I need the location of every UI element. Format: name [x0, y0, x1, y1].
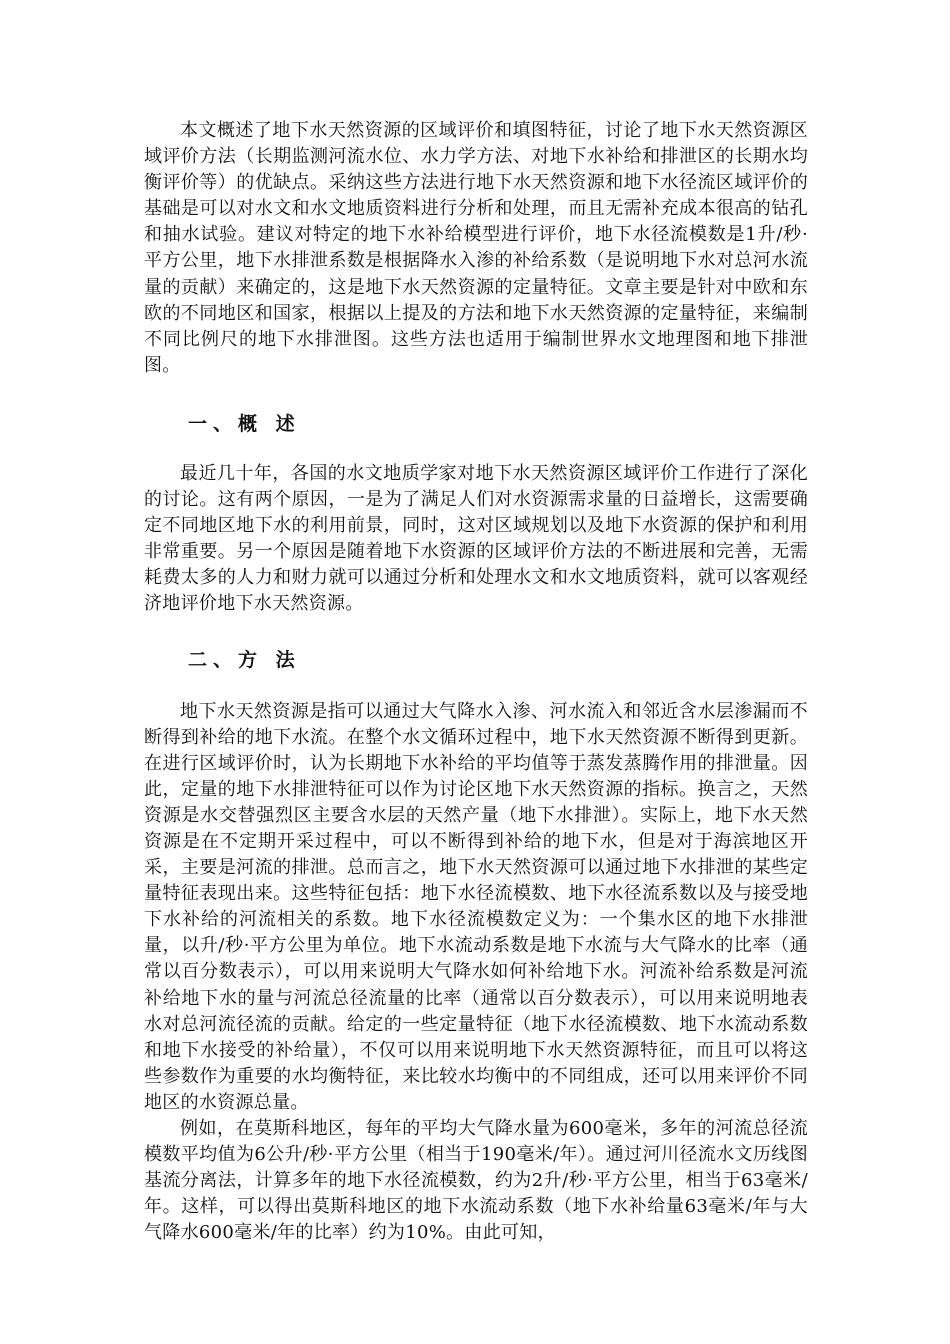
section-heading-methods: 二、方 法	[188, 648, 301, 671]
abstract-paragraph: 本文概述了地下水天然资源的区域评价和填图特征，讨论了地下水天然资源区域评价方法（长期监测河流水位、水力学方法、对地下水补给和排泄区的长期水均衡评价等）的优缺点。采纳这些方法进行地下水天然资源和地下水径流区域评价的基础是可以对水文和水文地质资料进行分析和处理，而且无需补充成本很高的钻孔和抽水试验。建议对特定的地下水补给模型进行评价，地下水径流模数是1升/秒·平方公里，地下水排泄系数是根据降水入渗的补给系数（是说明地下水对总河水流量的贡献）来确定的，这是地下水天然资源的定量特征。文章主要是针对中欧和东欧的不同地区和国家，根据以上提及的方法和地下水天然资源的定量特征，来编制不同比例尺的地下水排泄图。这些方法也适用于编制世界水文地理图和地下排泄图。	[144, 120, 808, 376]
overview-paragraph: 最近几十年，各国的水文地质学家对地下水天然资源区域评价工作进行了深化的讨论。这有两个原因，一是为了满足人们对水资源需求量的日益增长，这需要确定不同地区地下水的利用前景，同时，这对区域规划以及地下水资源的保护和利用非常重要。另一个原因是随着地下水资源的区域评价方法的不断进展和完善，无需耗费太多的人力和财力就可以通过分析和处理水文和水文地质资料，就可以客观经济地评价地下水天然资源。	[144, 462, 808, 615]
methods-paragraph-1: 地下水天然资源是指可以通过大气降水入渗、河水流入和邻近含水层渗漏而不断得到补给的地下水流。在整个水文循环过程中，地下水天然资源不断得到更新。在进行区域评价时，认为长期地下水补给的平均值等于蒸发蒸腾作用的排泄量。因此，定量的地下水排泄特征可以作为讨论区地下水天然资源的指标。换言之，天然资源是水交替强烈区主要含水层的天然产量（地下水排泄）。实际上，地下水天然资源是在不定期开采过程中，可以不断得到补给的地下水，但是对于海滨地区开采，主要是河流的排泄。总而言之，地下水天然资源可以通过地下水排泄的某些定量特征表现出来。这些特征包括：地下水径流模数、地下水径流系数以及与接受地下水补给的河流相关的系数。地下水径流模数定义为：一个集水区的地下水排泄量，以升/秒·平方公里为单位。地下水流动系数是地下水流与大气降水的比率（通常以百分数表示），可以用来说明大气降水如何补给地下水。河流补给系数是河流补给地下水的量与河流总径流量的比率（通常以百分数表示），可以用来说明地表水对总河流径流的贡献。给定的一些定量特征（地下水径流模数、地下水流动系数和地下水接受的补给量），不仅可以用来说明地下水天然资源特征，而且可以将这些参数作为重要的水均衡特征，来比较水均衡中的不同组成，还可以用来评价不同地区的水资源总量。	[144, 700, 808, 1113]
methods-paragraph-2: 例如，在莫斯科地区，每年的平均大气降水量为600毫米，多年的河流总径流模数平均值为6公升/秒·平方公里（相当于190毫米/年）。通过河川径流水文历线图基流分离法，计算多年的地下水径流模数，约为2升/秒·平方公里，相当于63毫米/年。这样，可以得出莫斯科地区的地下水流动系数（地下水补给量63毫米/年与大气降水600毫米/年的比率）约为10%。由此可知，	[144, 1118, 808, 1244]
document-body	[144, 118, 808, 1246]
section-heading-overview: 一、概 述	[188, 412, 301, 435]
